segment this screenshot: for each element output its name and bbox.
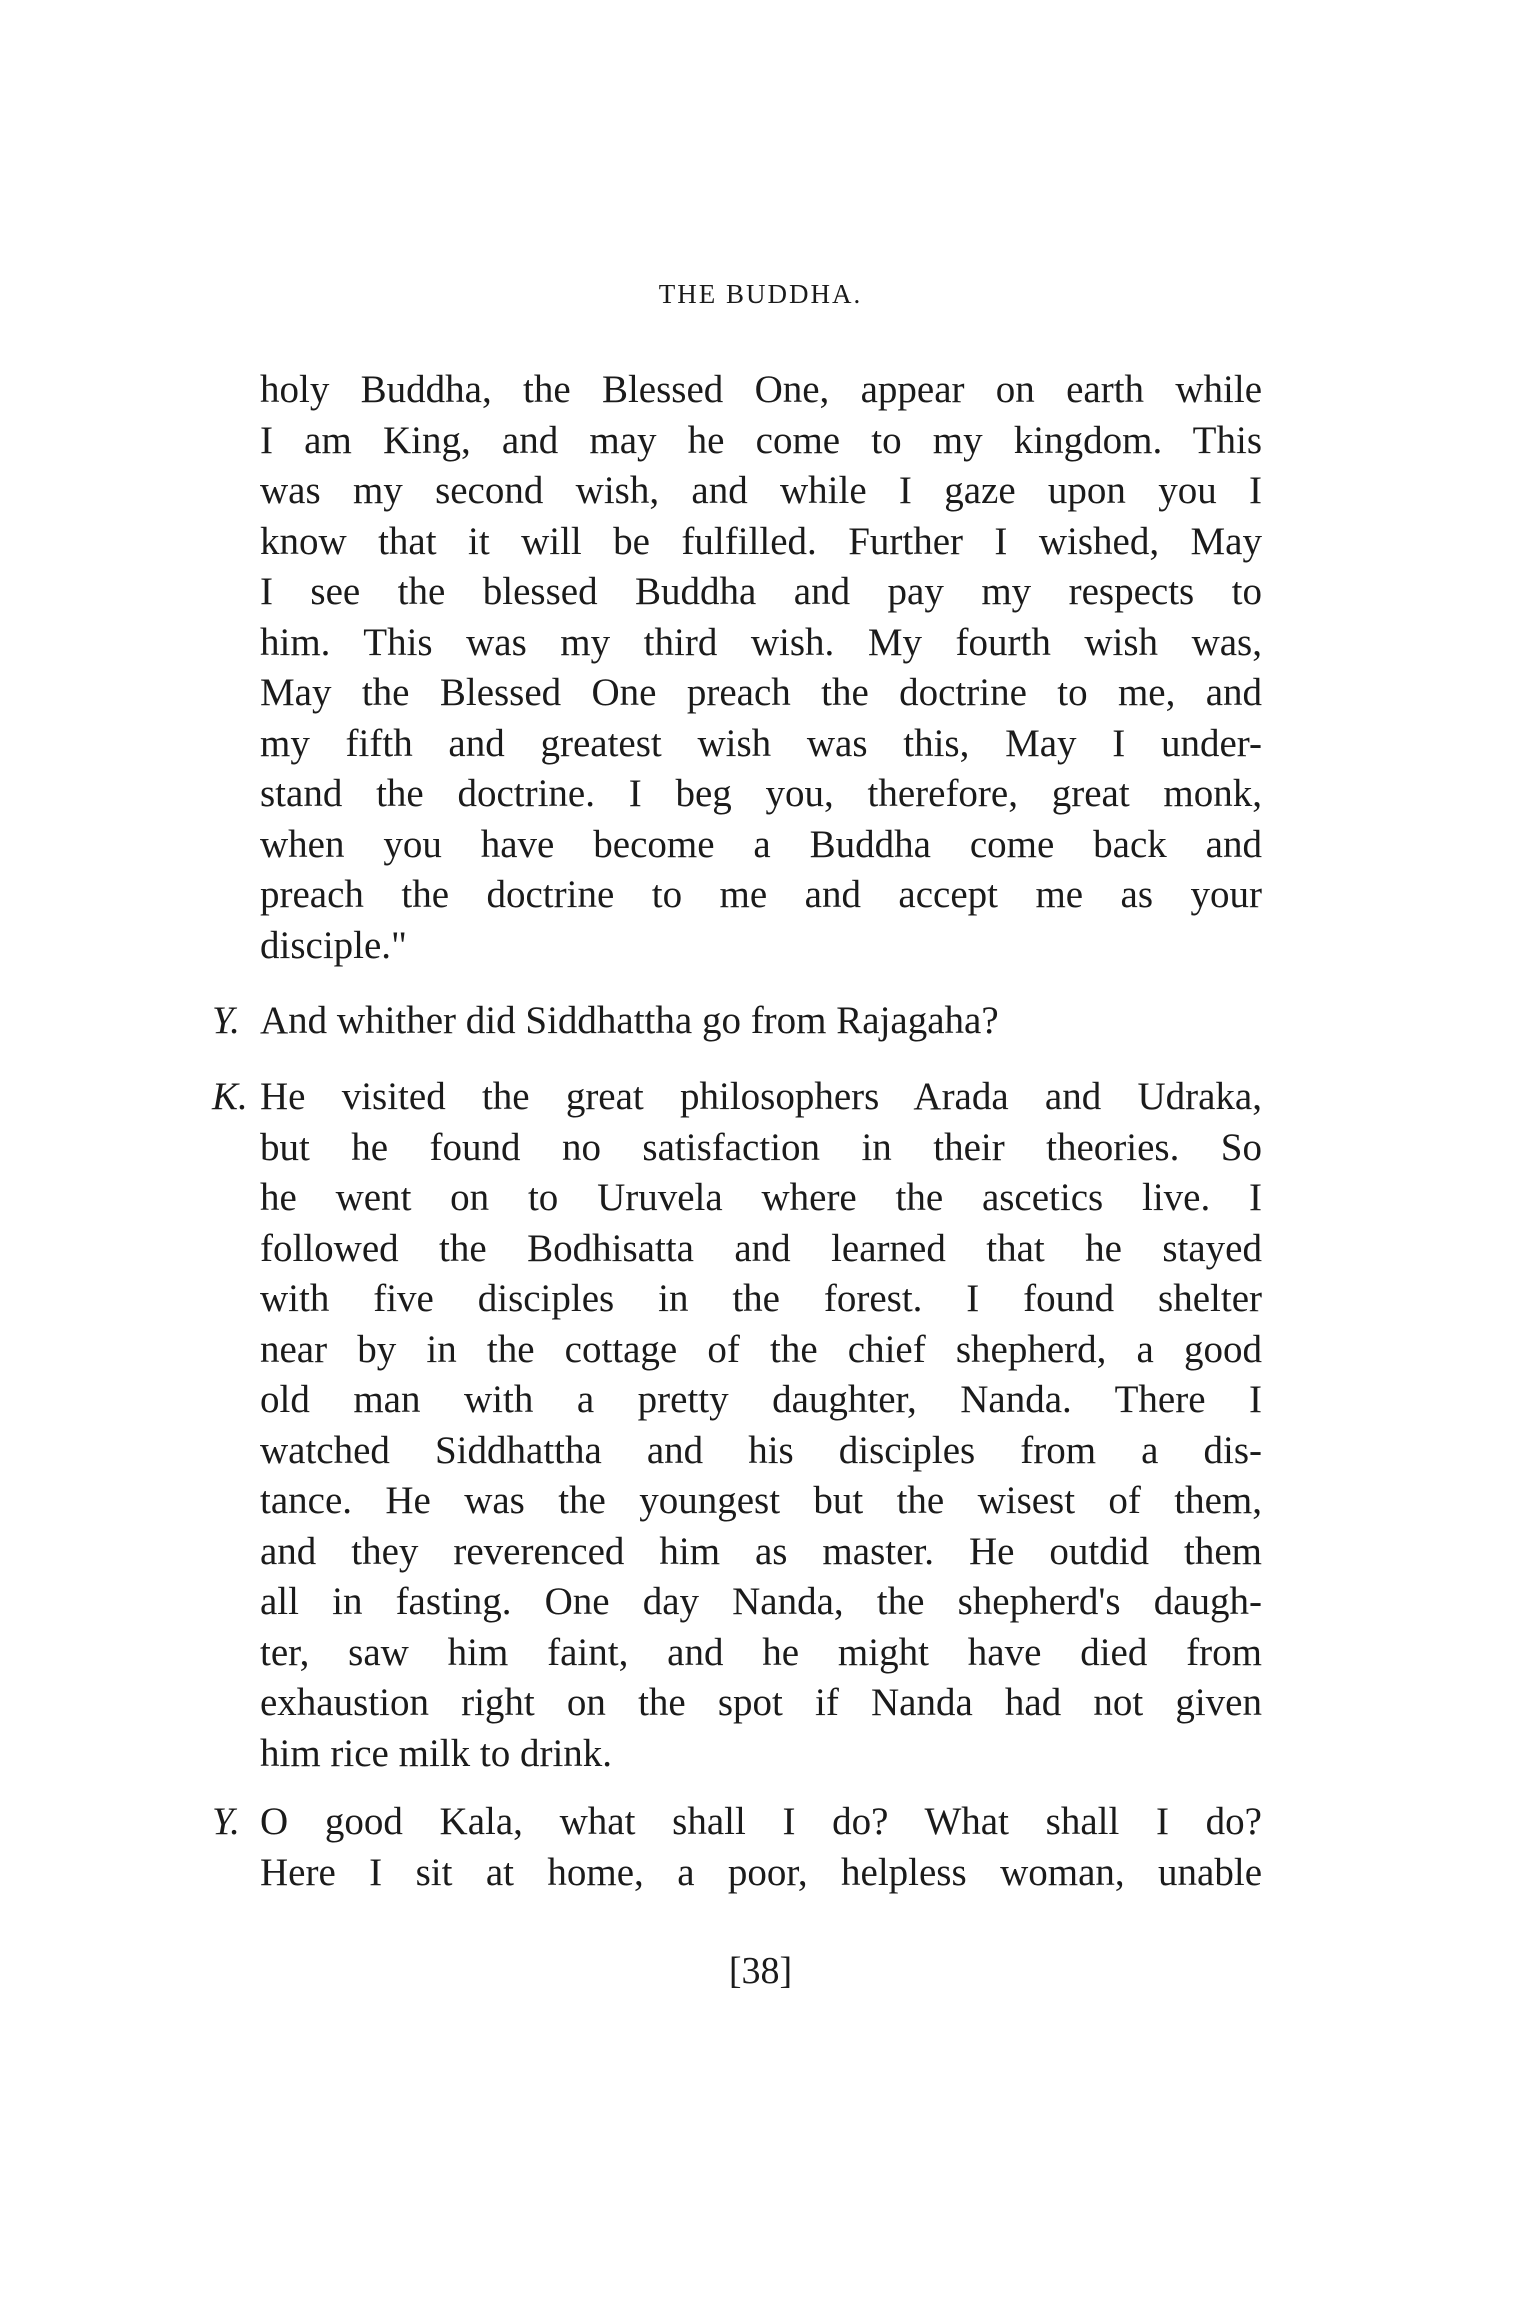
text-line: and they reverenced him as master. He outdid them xyxy=(260,1529,1262,1573)
text-line: stand the doctrine. I beg you, therefore, great monk, xyxy=(260,772,1262,815)
speaker-label: Y. xyxy=(212,999,240,1042)
text-line: I see the blessed Buddha and pay my respects to xyxy=(260,570,1262,613)
text-line: watched Siddhattha and his disciples from a dis- xyxy=(260,1428,1262,1472)
text-line: Here I sit at home, a poor, helpless woman, unable xyxy=(260,1850,1262,1894)
text-line: exhaustion right on the spot if Nanda had not given xyxy=(260,1681,1262,1724)
text-line: with five disciples in the forest. I found shelter xyxy=(260,1277,1262,1320)
continuation-paragraph xyxy=(260,365,1262,971)
text-line: holy Buddha, the Blessed One, appear on earth while xyxy=(260,368,1262,411)
text-line: all in fasting. One day Nanda, the shepherd's daugh- xyxy=(260,1580,1262,1623)
dialogue-paragraph xyxy=(212,1797,1262,1898)
text-line: near by in the cottage of the chief shepherd, a good xyxy=(260,1327,1262,1371)
text-line: but he found no satisfaction in their theories. So xyxy=(260,1125,1262,1169)
page-number: [38] xyxy=(728,1950,793,1992)
text-line: preach the doctrine to me and accept me as your xyxy=(260,873,1262,916)
text-line: was my second wish, and while I gaze upon you I xyxy=(260,469,1262,512)
speaker-label: K. xyxy=(212,1075,248,1118)
dialogue-paragraph xyxy=(212,1072,1262,1779)
text-line: followed the Bodhisatta and learned that he stayed xyxy=(260,1226,1262,1270)
dialogue-paragraph xyxy=(212,996,1262,1047)
text-line: O good Kala, what shall I do? What shall I do? xyxy=(260,1800,1262,1843)
running-title: THE BUDDHA. xyxy=(658,279,863,309)
text-line: he went on to Uruvela where the ascetics live. I xyxy=(260,1176,1262,1219)
text-line: And whither did Siddhattha go from Rajagaha? xyxy=(260,999,999,1042)
text-line: know that it will be fulfilled. Further I wished, May xyxy=(260,519,1262,563)
text-line: I am King, and may he come to my kingdom. This xyxy=(260,418,1262,462)
text-line: May the Blessed One preach the doctrine to me, and xyxy=(260,671,1262,714)
text-line: ter, saw him faint, and he might have died from xyxy=(260,1630,1262,1674)
text-line: him. This was my third wish. My fourth wish was, xyxy=(260,620,1262,664)
text-line: tance. He was the youngest but the wisest of them, xyxy=(260,1479,1262,1522)
text-line: him rice milk to drink. xyxy=(260,1731,613,1775)
text-line: my fifth and greatest wish was this, May I under- xyxy=(260,721,1262,765)
text-line: He visited the great philosophers Arada and Udraka, xyxy=(260,1075,1262,1118)
text-line: disciple." xyxy=(260,923,407,967)
speaker-label: Y. xyxy=(212,1800,240,1843)
text-line: when you have become a Buddha come back and xyxy=(260,822,1262,866)
text-line: old man with a pretty daughter, Nanda. There I xyxy=(260,1378,1262,1421)
